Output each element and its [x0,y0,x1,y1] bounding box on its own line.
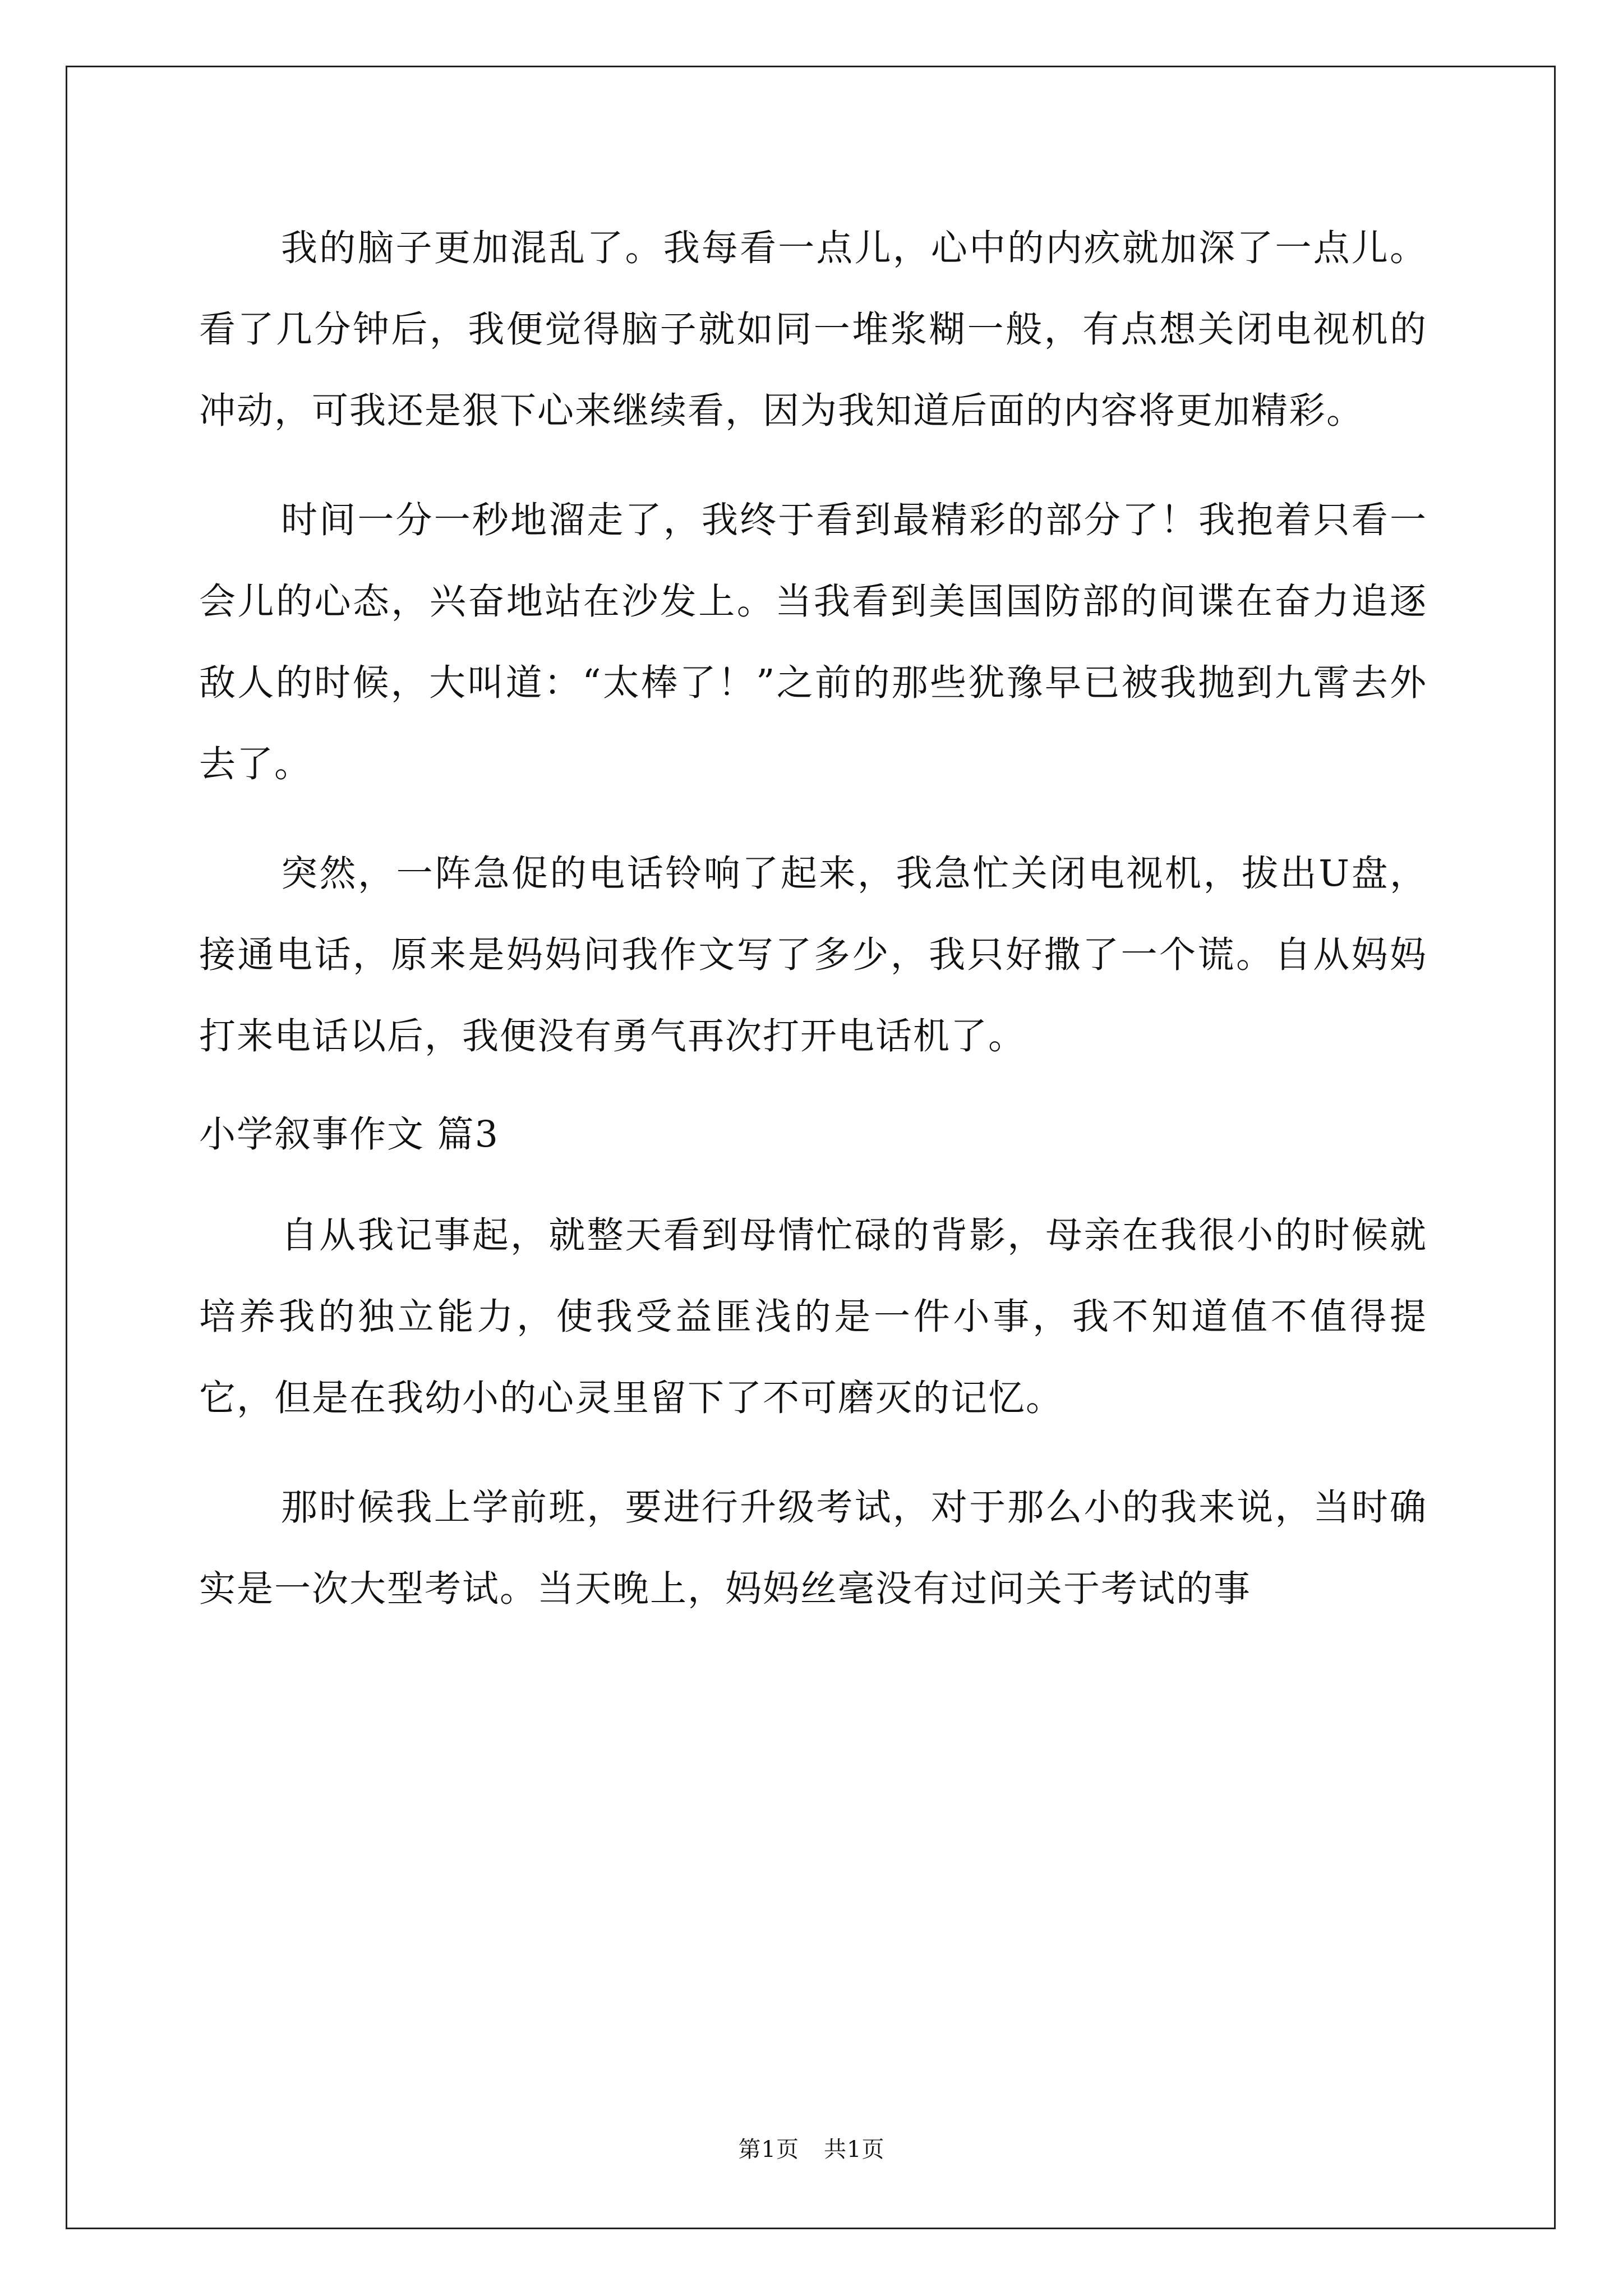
paragraph: 自从我记事起，就整天看到母情忙碌的背影，母亲在我很小的时候就培养我的独立能力，使我受益匪浅的是一件小事，我不知道值不值得提它，但是在我幼小的心灵里留下了不可磨灭的记忆。 [199,1214,1427,1419]
paragraph: 时间一分一秒地溜走了，我终于看到最精彩的部分了！我抱着只看一会儿的心态，兴奋地站在沙发上。当我看到美国国防部的间谍在奋力追逐敌人的时候，大叫道：“太棒了！”之前的那些犹豫早已被我抛到九霄去外去了。 [199,499,1427,785]
paragraph: 突然，一阵急促的电话铃响了起来，我急忙关闭电视机，拔出U盘，接通电话，原来是妈妈问我作文写了多少，我只好撒了一个谎。自从妈妈打来电话以后，我便没有勇气再次打开电话机了。 [199,853,1427,1057]
page-footer [0,2132,1623,2164]
paragraph: 那时候我上学前班，要进行升级考试，对于那么小的我来说，当时确实是一次大型考试。当天晚上，妈妈丝毫没有过问关于考试的事 [199,1487,1427,1610]
page-number-total: 共1页 [824,2137,885,2162]
page-number-current: 第1页 [738,2137,799,2162]
document-body [199,208,1427,1630]
section-heading: 小学叙事作文 篇3 [199,1114,500,1156]
paragraph: 我的脑子更加混乱了。我每看一点儿，心中的内疚就加深了一点儿。看了几分钟后，我便觉得脑子就如同一堆浆糊一般，有点想关闭电视机的冲动，可我还是狠下心来继续看，因为我知道后面的内容将更加精彩。 [199,227,1427,432]
